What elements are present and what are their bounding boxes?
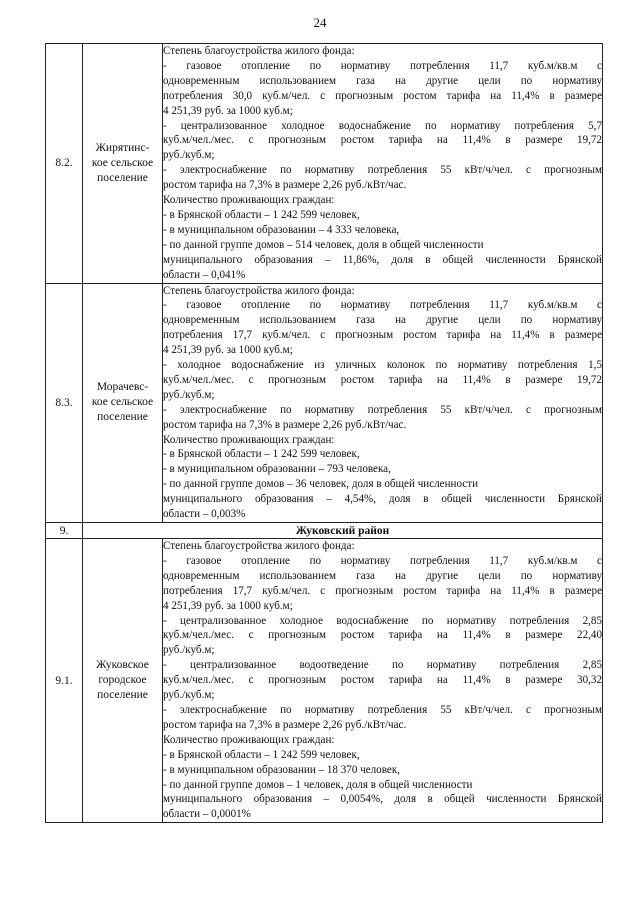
row-number: 8.2. (46, 44, 83, 284)
table-row (46, 283, 603, 523)
description-line: муниципального образования – 0,0054%, доля в общей численности Брянской (163, 793, 602, 806)
description-line: руб./куб.м; (163, 149, 215, 162)
description-line: - электроснабжение по нормативу потребления 55 кВт/ч/чел. с прогнозным (163, 703, 602, 716)
description-line: куб.м/чел./мес. с прогнозным ростом тарифа на 11,4% в размере 19,72 (163, 134, 602, 147)
tariff-table (45, 43, 603, 823)
description-line: - газовое отопление по нормативу потребления 11,7 куб.м/кв.м с (163, 299, 602, 312)
description-line: 4 251,39 руб. за 1000 куб.м; (163, 104, 293, 117)
description-line: - холодное водоснабжение из уличных колонок по нормативу потребления 1,5 (163, 359, 602, 372)
description-line: куб.м/чел./мес. с прогнозным ростом тарифа на 11,4% в размере 30,32 (163, 674, 602, 687)
settlement-name-line: Жирятинс- (95, 141, 150, 154)
description-line: ростом тарифа на 7,3% в размере 2,26 руб./кВт/час. (163, 179, 407, 192)
description-line: потребления 30,0 куб.м/чел. с прогнозным ростом тарифа на 11,4% в размере (163, 89, 602, 102)
description-line: потребления 17,7 куб.м/чел. с прогнозным ростом тарифа на 11,4% в размере (163, 584, 602, 597)
settlement-name-line: Жуковское (96, 659, 149, 672)
description-line: - газовое отопление по нормативу потребления 11,7 куб.м/кв.м с (163, 59, 602, 72)
description-cell (163, 44, 603, 284)
description-line: - в муниципальном образовании – 18 370 человек, (163, 763, 400, 776)
description-line: муниципального образования – 4,54%, доля в общей численности Брянской (163, 493, 602, 506)
description-cell (163, 539, 603, 823)
description-line: ростом тарифа на 7,3% в размере 2,26 руб./кВт/час. (163, 718, 407, 731)
description-line: одновременным использованием газа на другие цели по нормативу (163, 74, 602, 87)
settlement-name-line: поселение (97, 411, 148, 424)
description-line: - по данной группе домов – 36 человек, доля в общей численности (163, 478, 479, 491)
description-line: Количество проживающих граждан: (163, 433, 335, 446)
settlement-name-line: кое сельское (91, 156, 154, 169)
description-line: - электроснабжение по нормативу потребления 55 кВт/ч/чел. с прогнозным (163, 164, 602, 177)
description-line: - в муниципальном образовании – 793 человека, (163, 463, 391, 476)
description-line: области – 0,0001% (163, 808, 251, 821)
description-cell (163, 283, 603, 523)
description-line: ростом тарифа на 7,3% в размере 2,26 руб./кВт/час. (163, 418, 407, 431)
description-line: - в Брянской области – 1 242 599 человек, (163, 208, 360, 221)
description-line: - по данной группе домов – 1 человек, доля в общей численности (163, 778, 473, 791)
section-title: Жуковский район (83, 523, 603, 539)
table-row (46, 44, 603, 284)
description-line: области – 0,041% (163, 268, 246, 281)
description-line: куб.м/чел./мес. с прогнозным ростом тарифа на 11,4% в размере 19,72 (163, 373, 602, 386)
section-number: 9. (46, 523, 83, 539)
section-row (46, 523, 603, 539)
description-line: Степень благоустройства жилого фонда: (163, 284, 355, 297)
description-line: Степень благоустройства жилого фонда: (163, 540, 355, 552)
description-line: муниципального образования – 11,86%, доля в общей численности Брянской (163, 253, 602, 266)
settlement-name-line: Морачевс- (96, 381, 149, 394)
settlement-name (83, 44, 163, 284)
table-row (46, 539, 603, 823)
description-line: куб.м/чел./мес. с прогнозным ростом тарифа на 11,4% в размере 22,40 (163, 629, 602, 642)
description-line: - газовое отопление по нормативу потребления 11,7 куб.м/кв.м с (163, 554, 602, 567)
description-line: руб./куб.м; (163, 388, 215, 401)
description-line: - централизованное холодное водоснабжение по нормативу потребления 2,85 (163, 614, 602, 627)
row-number: 8.3. (46, 283, 83, 523)
settlement-name (83, 283, 163, 523)
page-number: 24 (313, 15, 327, 30)
description-line: руб./куб.м; (163, 644, 215, 657)
settlement-name-line: городское (98, 674, 147, 687)
description-line: Степень благоустройства жилого фонда: (163, 45, 355, 57)
description-line: - электроснабжение по нормативу потребления 55 кВт/ч/чел. с прогнозным (163, 403, 602, 416)
description-line: 4 251,39 руб. за 1000 куб.м; (163, 344, 293, 357)
description-line: одновременным использованием газа на другие цели по нормативу (163, 314, 602, 327)
description-line: - в Брянской области – 1 242 599 человек, (163, 448, 360, 461)
description-line: руб./куб.м; (163, 689, 215, 702)
description-line: 4 251,39 руб. за 1000 куб.м; (163, 599, 293, 612)
settlement-name-line: поселение (97, 171, 148, 184)
description-line: - централизованное водоотведение по нормативу потребления 2,85 (163, 659, 602, 672)
description-line: - по данной группе домов – 514 человек, доля в общей численности (163, 238, 484, 251)
tariff-table-body (46, 44, 603, 823)
description-line: потребления 17,7 куб.м/чел. с прогнозным ростом тарифа на 11,4% в размере (163, 329, 602, 342)
description-line: - в муниципальном образовании – 4 333 человека, (163, 223, 400, 236)
description-line: одновременным использованием газа на другие цели по нормативу (163, 569, 602, 582)
description-line: Количество проживающих граждан: (163, 194, 335, 207)
description-line: Количество проживающих граждан: (163, 733, 335, 746)
settlement-name-line: кое сельское (91, 396, 154, 409)
settlement-name (83, 539, 163, 823)
settlement-name-line: поселение (97, 689, 148, 702)
row-number: 9.1. (46, 539, 83, 823)
description-line: - централизованное холодное водоснабжение по нормативу потребления 5,7 (163, 119, 602, 132)
description-line: - в Брянской области – 1 242 599 человек, (163, 748, 360, 761)
description-line: области – 0,003% (163, 508, 246, 521)
